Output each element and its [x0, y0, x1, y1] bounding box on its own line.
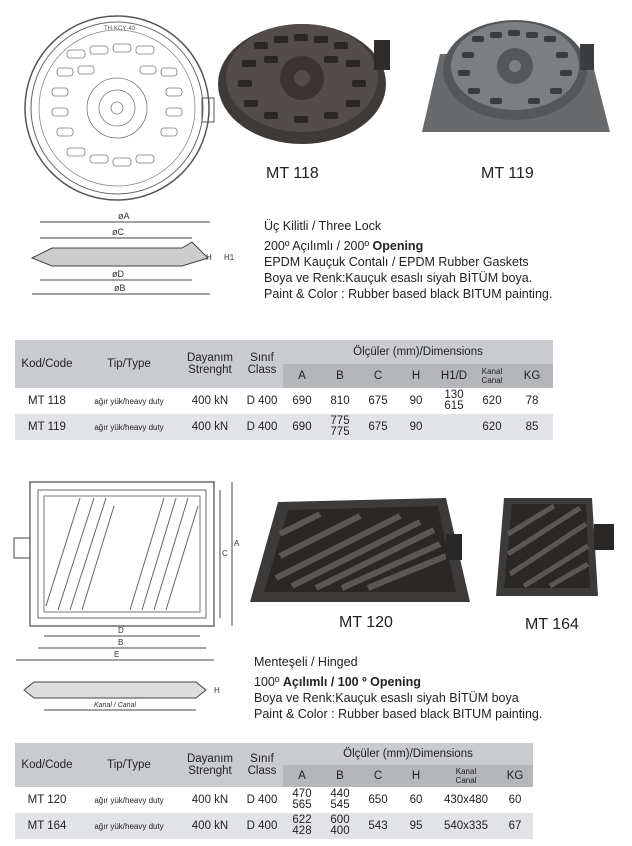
spec-table-2	[15, 743, 533, 839]
cell-strength: 400 kN	[191, 421, 229, 433]
th-code: Kod/Code	[15, 340, 79, 388]
th-h: H	[397, 364, 435, 388]
cell-b: 600 400	[330, 814, 350, 837]
cell-class: D 400	[246, 820, 278, 832]
svg-text:TH·KCY·40: TH·KCY·40	[104, 26, 136, 32]
th-type: Tip/Type	[79, 340, 179, 388]
top-description	[264, 218, 624, 302]
table-row	[15, 813, 533, 839]
cell-type: ağır yük/heavy duty	[94, 422, 164, 432]
cell-c: 675	[368, 395, 388, 407]
dim-h1-label: H1	[224, 253, 235, 262]
mt119-photo	[420, 14, 615, 144]
round-cover-section-drawing	[22, 208, 242, 303]
th-code: Kod/Code	[15, 743, 79, 787]
paint-en-line: Paint & Color : Rubber based black BITUM painting.	[254, 707, 543, 721]
cell-canal: 620	[482, 421, 502, 433]
cell-a: 622 428	[292, 814, 312, 837]
cell-a: 470 565	[292, 788, 312, 811]
gasket-line: EPDM Kauçuk Contalı / EPDM Rubber Gaskets	[264, 255, 529, 269]
th-type: Tip/Type	[79, 743, 179, 787]
cell-strength: 400 kN	[191, 820, 229, 832]
th-kg: KG	[497, 765, 533, 787]
cell-code: MT 118	[28, 395, 66, 407]
th-kg: KG	[511, 364, 553, 388]
cell-type: ağır yük/heavy duty	[94, 795, 164, 805]
mt119-caption: MT 119	[481, 165, 534, 182]
cell-a: 690	[292, 421, 312, 433]
dim-c-label: C	[222, 549, 228, 558]
th-dimensions: Ölçüler (mm)/Dimensions	[283, 340, 553, 364]
dim-c-label: øC	[112, 227, 124, 237]
dim-e-label: E	[114, 650, 120, 659]
th-canal: Kanal Canal	[435, 765, 497, 787]
th-dimensions: Ölçüler (mm)/Dimensions	[283, 743, 533, 765]
mt164-photo	[494, 494, 618, 604]
th-b: B	[321, 364, 359, 388]
canal-label: Kanal / Canal	[94, 702, 137, 709]
dim-b-label: B	[118, 638, 124, 647]
cell-b: 440 545	[330, 788, 350, 811]
th-strength: Dayanım Strenght	[179, 340, 241, 388]
cell-kg: 85	[525, 421, 539, 433]
hinged-line: Menteşeli / Hinged	[254, 655, 358, 669]
spec-table-1	[15, 340, 553, 440]
table-row	[15, 414, 553, 440]
cell-b: 775 775	[330, 415, 350, 438]
th-strength: Dayanım Strenght	[179, 743, 241, 787]
cell-type: ağır yük/heavy duty	[94, 396, 164, 406]
cell-h: 95	[409, 820, 423, 832]
cell-h: 90	[409, 395, 423, 407]
th-a: A	[283, 765, 321, 787]
cell-canal: 540x335	[443, 820, 489, 832]
bottom-description	[254, 654, 624, 722]
cell-class: D 400	[246, 794, 278, 806]
th-class: Sınıf Class	[241, 340, 283, 388]
dim-a-label: øA	[118, 211, 130, 221]
cell-c: 543	[368, 820, 388, 832]
cell-type: ağır yük/heavy duty	[94, 821, 164, 831]
th-b: B	[321, 765, 359, 787]
cell-h: 60	[409, 794, 423, 806]
dim-h-label: H	[206, 253, 212, 262]
cell-strength: 400 kN	[191, 794, 229, 806]
dim-a-label: A	[234, 539, 240, 548]
mt118-photo	[214, 12, 394, 152]
th-h1d: H1/D	[435, 364, 473, 388]
cell-code: MT 120	[27, 794, 67, 806]
cell-code: MT 164	[27, 820, 67, 832]
opening-line: 100º Açılımlı / 100 º Opening	[254, 675, 421, 689]
opening-line: 200º Açılımlı / 200º Opening	[264, 239, 424, 253]
cell-canal: 620	[482, 395, 502, 407]
th-class: Sınıf Class	[241, 743, 283, 787]
cell-h1d: 130 615	[444, 389, 464, 412]
paint-tr-line: Boya ve Renk:Kauçuk esaslı siyah BİTÜM boya.	[264, 271, 533, 285]
lock-line: Üç Kilitli / Three Lock	[264, 219, 382, 233]
mt118-caption: MT 118	[266, 165, 319, 182]
mt120-caption: MT 120	[339, 614, 393, 631]
cell-strength: 400 kN	[191, 395, 229, 407]
round-cover-drawing	[12, 10, 234, 205]
th-c: C	[359, 364, 397, 388]
table-row	[15, 787, 533, 813]
paint-tr-line: Boya ve Renk:Kauçuk esaslı siyah BİTÜM boya	[254, 691, 519, 705]
table-row	[15, 388, 553, 414]
dim-h-label: H	[214, 686, 220, 695]
cell-canal: 430x480	[443, 794, 489, 806]
dim-d-label: øD	[112, 269, 124, 279]
th-c: C	[359, 765, 397, 787]
cell-kg: 67	[508, 820, 522, 832]
cell-code: MT 119	[28, 421, 66, 433]
mt120-photo	[250, 494, 470, 606]
th-h: H	[397, 765, 435, 787]
cell-class: D 400	[246, 421, 278, 433]
mt164-caption: MT 164	[525, 616, 579, 633]
cell-class: D 400	[246, 395, 278, 407]
square-grate-drawing	[10, 476, 250, 718]
cell-kg: 78	[525, 395, 539, 407]
cell-c: 675	[368, 421, 388, 433]
th-a: A	[283, 364, 321, 388]
cell-b: 810	[330, 395, 350, 407]
cell-a: 690	[292, 395, 312, 407]
th-canal: Kanal Canal	[473, 364, 511, 388]
cell-h: 90	[409, 421, 423, 433]
dim-b-label: øB	[114, 283, 126, 293]
cell-kg: 60	[508, 794, 522, 806]
paint-en-line: Paint & Color : Rubber based black BITUM painting.	[264, 287, 553, 301]
cell-c: 650	[368, 794, 388, 806]
cell-h1d	[435, 414, 473, 440]
dim-d-label: D	[118, 626, 124, 635]
